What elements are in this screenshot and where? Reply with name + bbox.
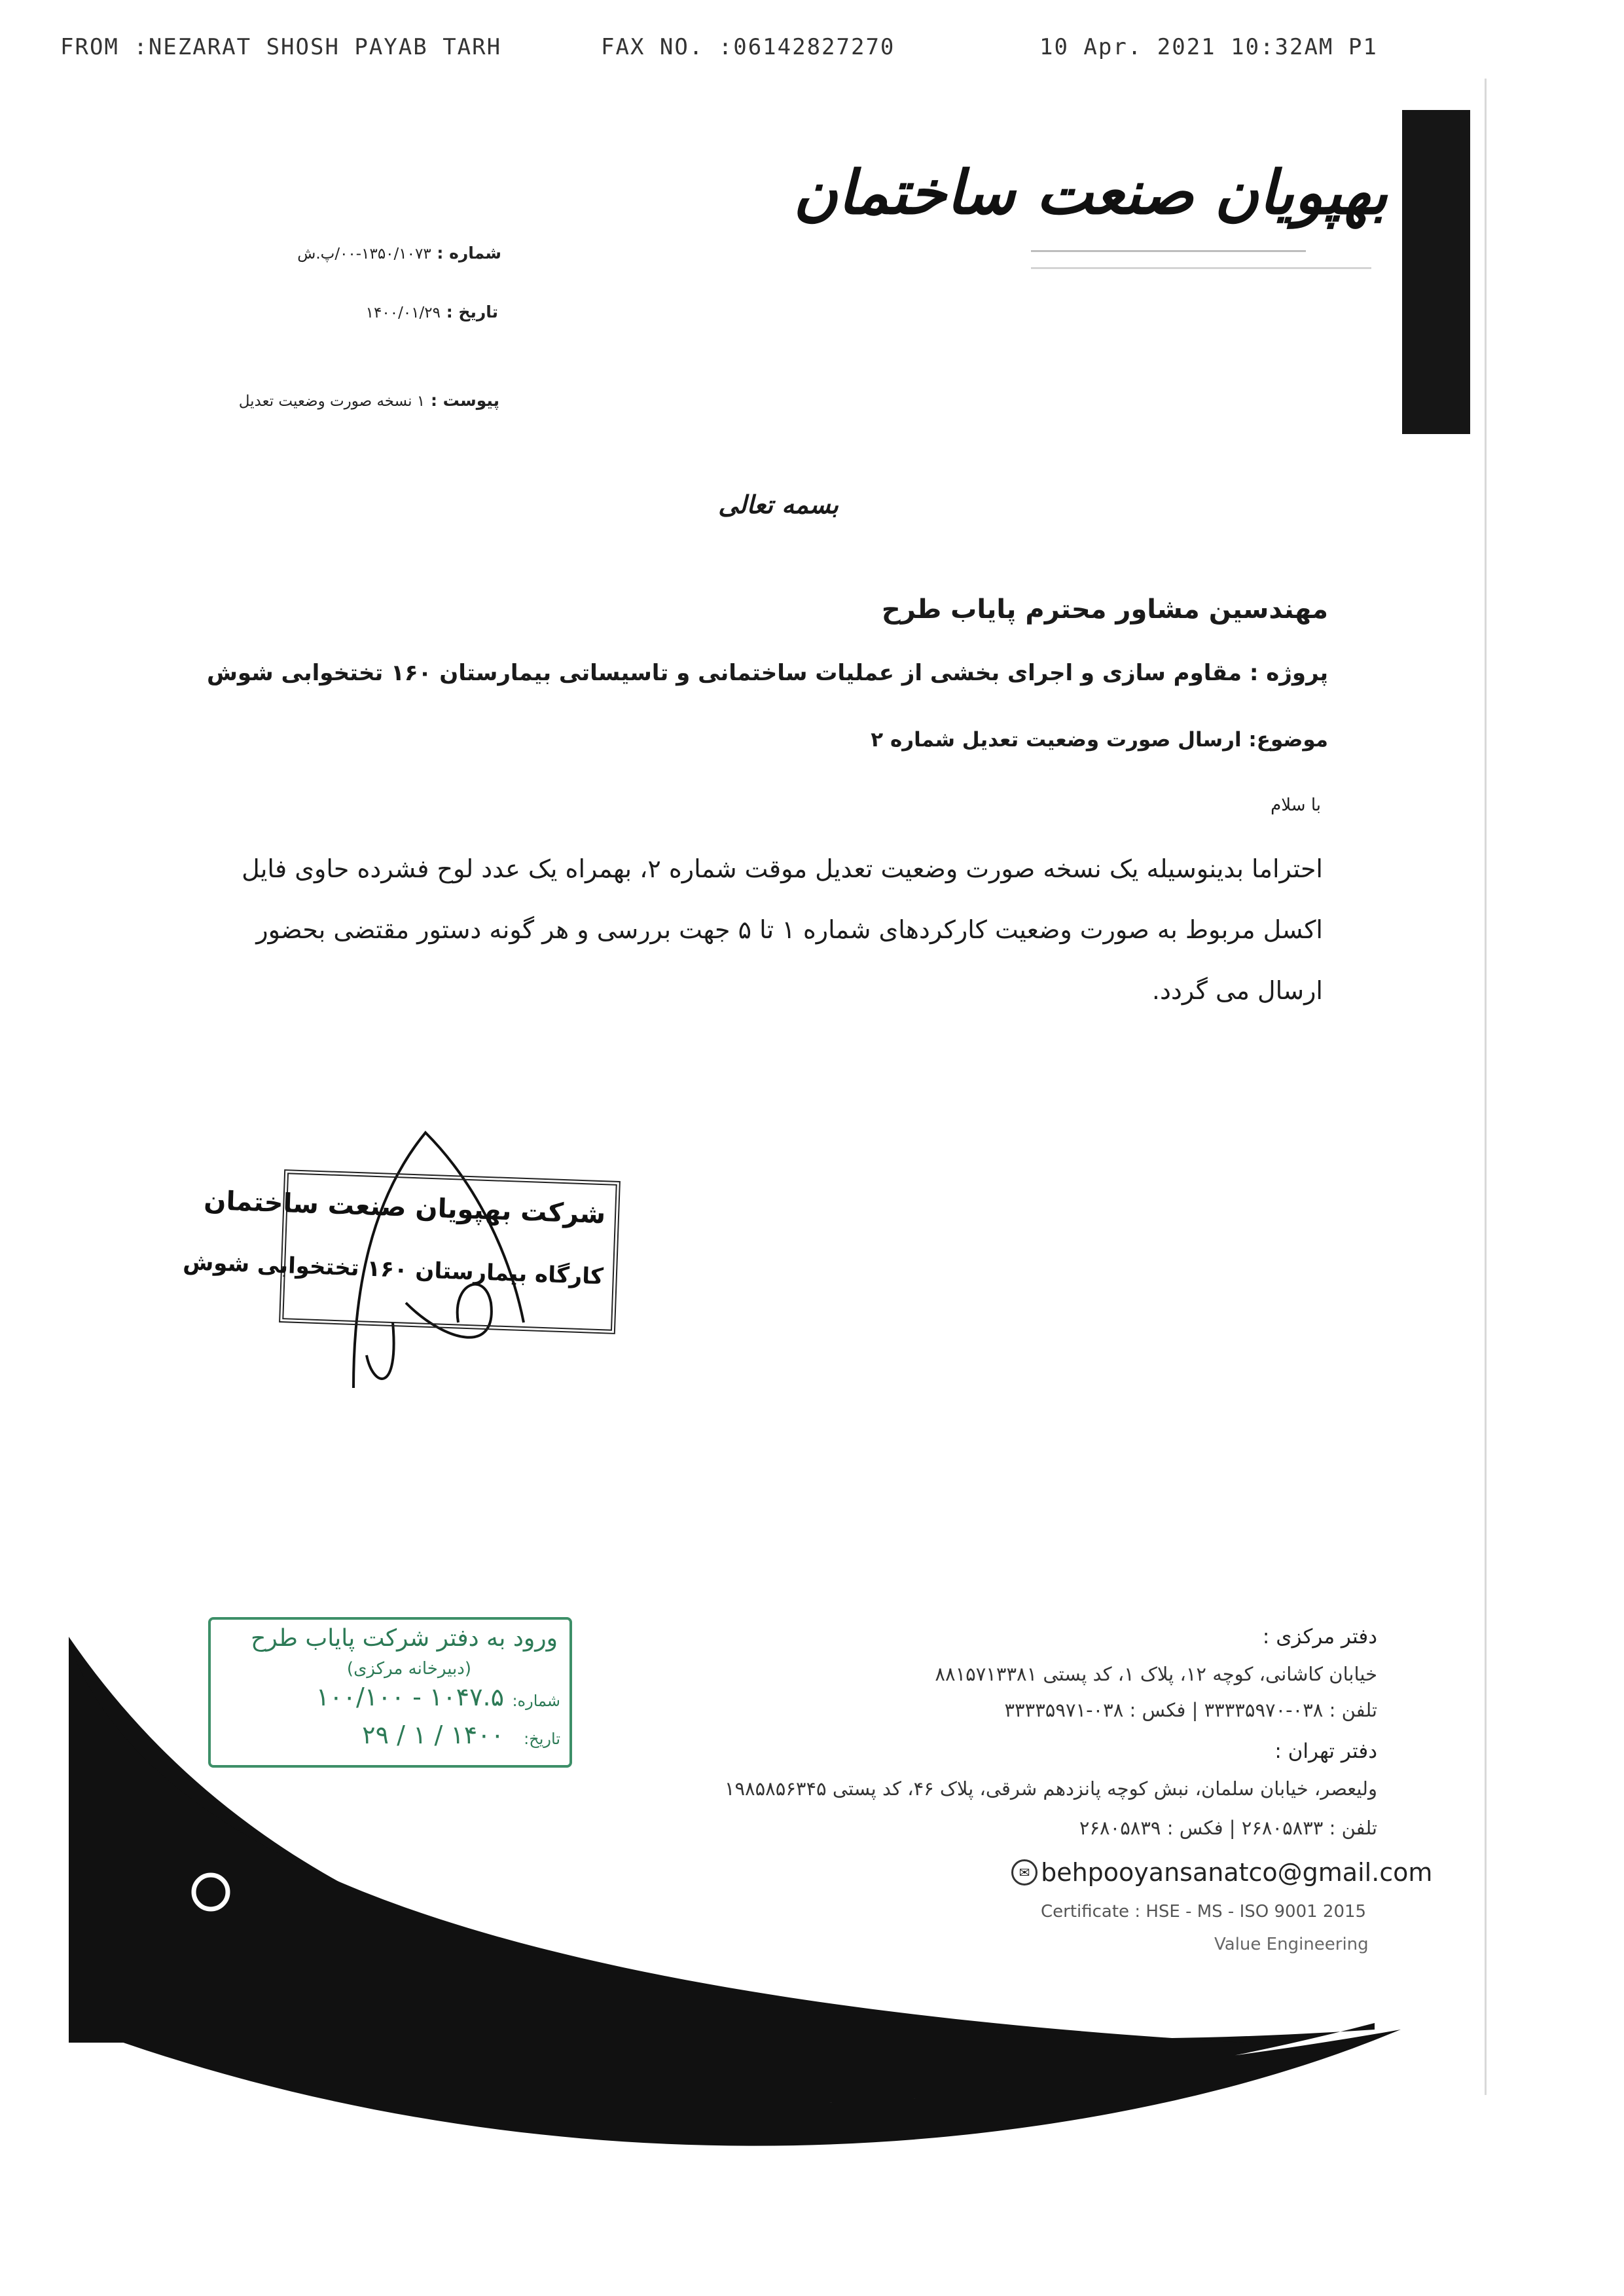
- logo-underline: [1031, 250, 1306, 252]
- central-office-phone: تلفن : ۰۳۸-۳۳۳۳۵۹۷۰ | فکس : ۰۳۸-۳۳۳۳۵۹۷۱: [1004, 1699, 1377, 1721]
- email-icon: ✉: [1011, 1859, 1038, 1886]
- received-stamp-title: ورود به دفتر شرکت پایاب طرح: [251, 1625, 558, 1652]
- received-stamp-date-label: تاریخ:: [524, 1730, 560, 1748]
- received-stamp-subtitle: (دبیرخانه مرکزی): [346, 1659, 471, 1679]
- email-row: [1011, 1858, 1432, 1887]
- received-stamp-number-label: شماره:: [512, 1692, 560, 1710]
- received-stamp-date: ۱۴۰۰ / ۱ / ۲۹: [362, 1721, 504, 1749]
- fax-number: FAX NO. :06142827270: [601, 34, 895, 60]
- subject-line: موضوع: ارسال صورت وضعیت تعدیل شماره ۲: [871, 728, 1328, 752]
- tehran-office-phone: تلفن : ۲۶۸۰۵۸۳۳ | فکس : ۲۶۸۰۵۸۳۹: [1079, 1817, 1377, 1839]
- company-logo: بهپویان صنعت ساختمان: [793, 157, 1388, 228]
- tehran-office-title: دفتر تهران :: [1274, 1740, 1377, 1763]
- letter-date-label: تاریخ :: [446, 302, 498, 321]
- tagline-text: Value Engineering: [1214, 1935, 1369, 1954]
- project-line: پروژه : مقاوم سازی و اجرای بخشی از عملیات ساختمانی و تاسیساتی بیمارستان ۱۶۰ تختخوابی شوش: [206, 660, 1328, 686]
- tehran-office-address: ولیعصر، خیابان سلمان، نبش کوچه پانزدهم شرقی، پلاک ۴۶، کد پستی ۱۹۸۵۸۵۶۳۴۵: [724, 1777, 1377, 1800]
- basmala: بسمه تعالی: [718, 490, 839, 519]
- received-stamp-number: ۱۰۴۷.۵ - ۱۰۰/۱۰۰: [316, 1683, 504, 1711]
- company-stamp-line2: کارگاه بیمارستان ۱۶۰ تختخوابی شوش: [182, 1248, 604, 1290]
- letter-attachment-value: ۱ نسخه صورت وضعیت تعدیل: [238, 393, 425, 410]
- certificate-text: Certificate : HSE - MS - ISO 9001 2015: [1041, 1902, 1367, 1922]
- letter-number-label: شماره :: [437, 244, 501, 263]
- paragraph-line-3: ارسال می گردد.: [1151, 976, 1323, 1005]
- letter-attachment-label: پیوست :: [430, 391, 499, 410]
- letterhead-black-bar: [1402, 110, 1470, 434]
- recipient: مهندسین مشاور محترم پایاب طرح: [881, 594, 1328, 625]
- central-office-title: دفتر مرکزی :: [1262, 1625, 1377, 1649]
- letter-number-value: ۱۳۵۰/۱۰۷۳-۰۰/پ.ش: [297, 246, 431, 263]
- central-office-address: خیابان کاشانی، کوچه ۱۲، پلاک ۱، کد پستی ۸۸۱۵۷۱۳۳۸۱: [935, 1663, 1377, 1685]
- company-stamp: [182, 1169, 621, 1334]
- letter-number-row: [297, 244, 501, 263]
- fax-from: FROM :NEZARAT SHOSH PAYAB TARH: [60, 34, 502, 60]
- letter-attachment-row: [239, 391, 499, 410]
- logo-underline-2: [1031, 267, 1371, 269]
- received-stamp: [208, 1617, 572, 1768]
- paragraph-line-1: احتراما بدینوسیله یک نسخه صورت وضعیت تعدیل موقت شماره ۲، بهمراه یک عدد لوح فشرده حاوی فایل: [242, 854, 1323, 883]
- company-stamp-line1: شرکت بهپویان صنعت ساختمان: [203, 1185, 606, 1230]
- email-address: behpooyansanatco@gmail.com: [1041, 1858, 1433, 1887]
- letter-date-value: ۱۴۰۰/۰۱/۲۹: [365, 304, 441, 321]
- greeting: با سلام: [1271, 795, 1321, 815]
- letter-date-row: [366, 302, 498, 321]
- paragraph-line-2: اکسل مربوط به صورت وضعیت کارکردهای شماره ۱ تا ۵ جهت بررسی و هر گونه دستور مقتضی بحضور: [256, 915, 1323, 944]
- fax-datetime: 10 Apr. 2021 10:32AM P1: [1039, 34, 1378, 60]
